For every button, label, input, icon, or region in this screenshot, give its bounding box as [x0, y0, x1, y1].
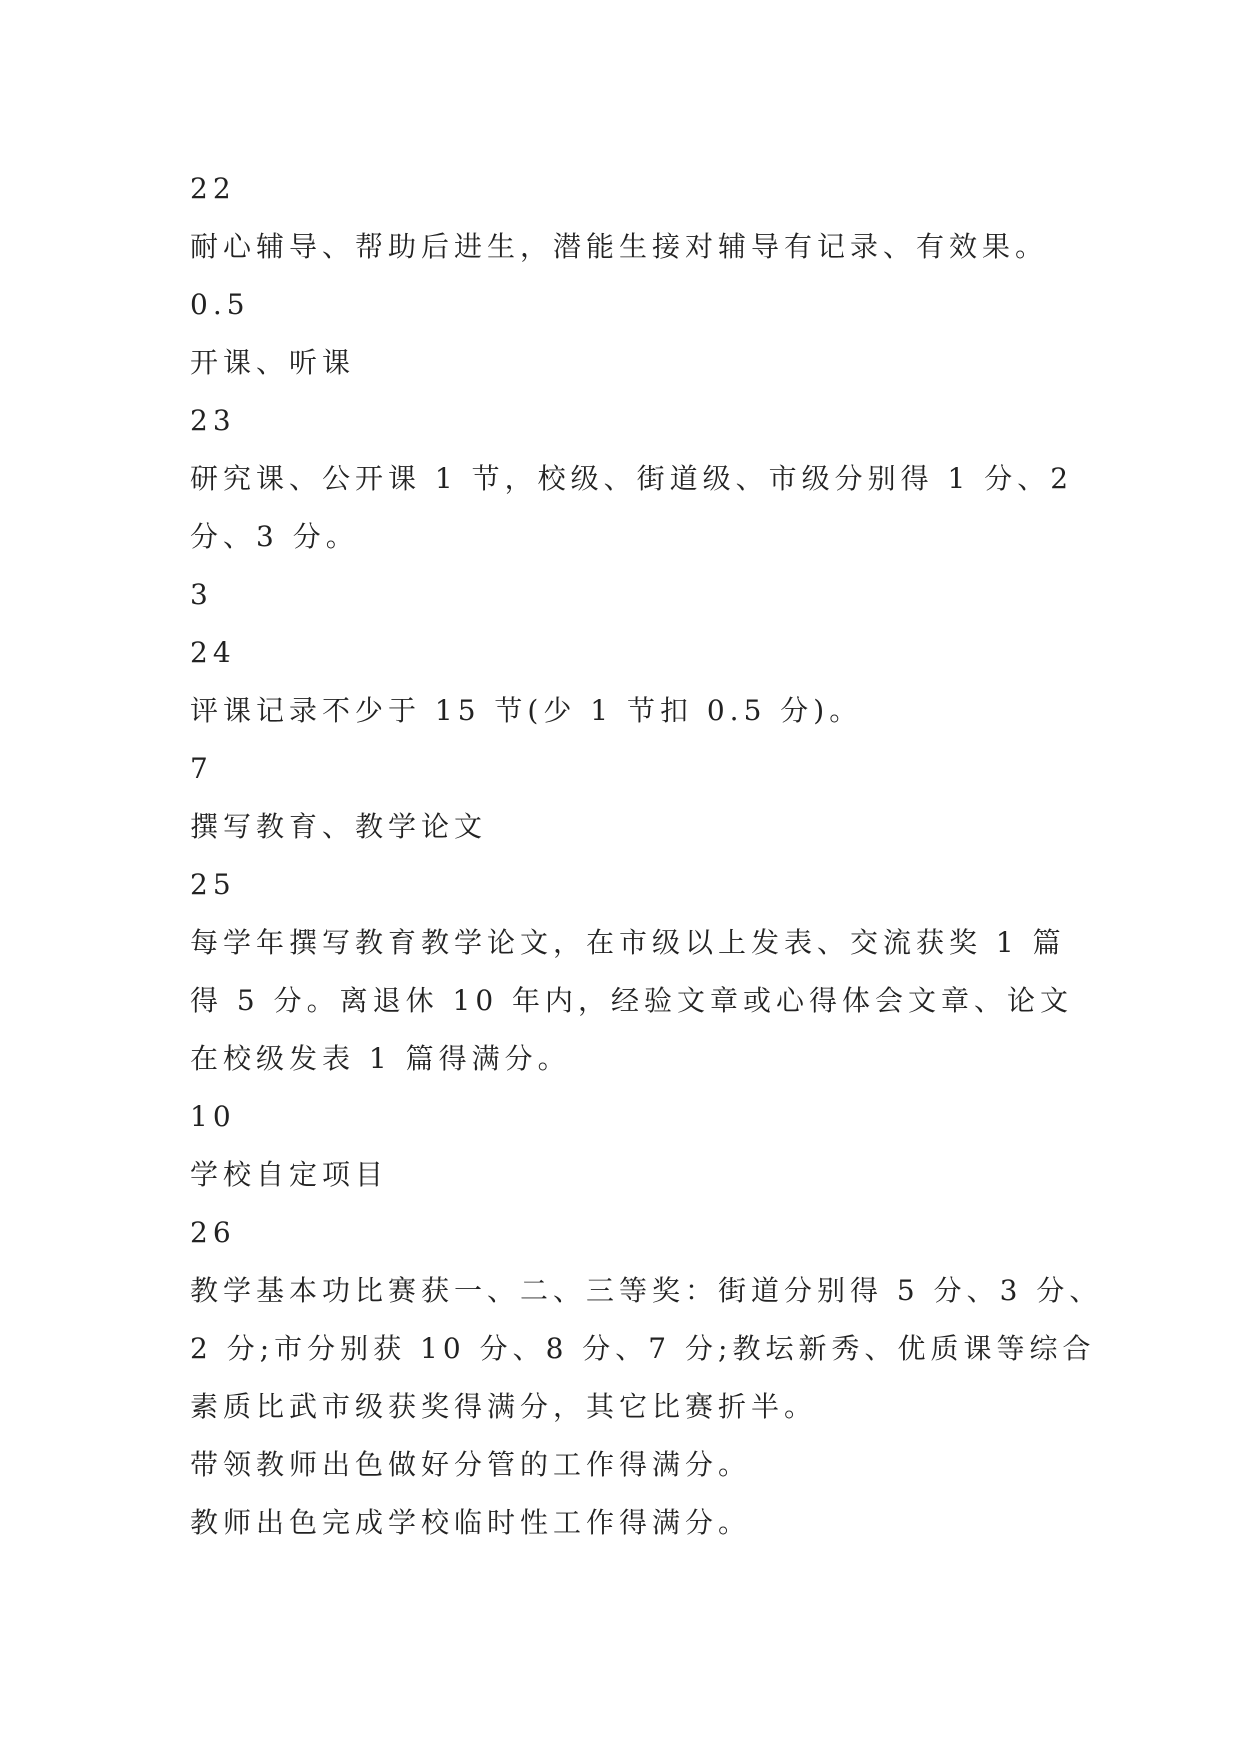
item-number: 25 — [190, 868, 236, 901]
section-heading: 开课、听课 — [190, 346, 356, 379]
item-description: 教师出色完成学校临时性工作得满分。 — [190, 1506, 752, 1539]
item-description: 素质比武市级获奖得满分，其它比赛折半。 — [190, 1390, 818, 1423]
item-score: 7 — [190, 752, 213, 785]
item-description: 在校级发表 1 篇得满分。 — [190, 1042, 571, 1075]
section-heading: 撰写教育、教学论文 — [190, 810, 488, 843]
item-description: 耐心辅导、帮助后进生，潜能生接对辅导有记录、有效果。 — [190, 230, 1049, 263]
section-heading: 学校自定项目 — [190, 1158, 389, 1191]
item-description: 评课记录不少于 15 节(少 1 节扣 0.5 分)。 — [190, 694, 863, 727]
document-body — [190, 160, 1103, 1552]
item-description: 带领教师出色做好分管的工作得满分。 — [190, 1448, 752, 1481]
item-number: 26 — [190, 1216, 236, 1249]
item-number: 24 — [190, 636, 236, 669]
item-description: 2 分;市分别获 10 分、8 分、7 分;教坛新秀、优质课等综合 — [190, 1332, 1096, 1365]
item-description: 研究课、公开课 1 节，校级、街道级、市级分别得 1 分、2 — [190, 462, 1074, 495]
item-score: 3 — [190, 578, 213, 611]
item-score: 0.5 — [190, 288, 250, 321]
item-description: 每学年撰写教育教学论文，在市级以上发表、交流获奖 1 篇 — [190, 926, 1066, 959]
item-score: 10 — [190, 1100, 236, 1133]
item-number: 23 — [190, 404, 236, 437]
item-description: 得 5 分。离退休 10 年内，经验文章或心得体会文章、论文 — [190, 984, 1074, 1017]
item-description: 分、3 分。 — [190, 520, 359, 553]
item-description: 教学基本功比赛获一、二、三等奖：街道分别得 5 分、3 分、 — [190, 1274, 1103, 1307]
item-number: 22 — [190, 172, 236, 205]
